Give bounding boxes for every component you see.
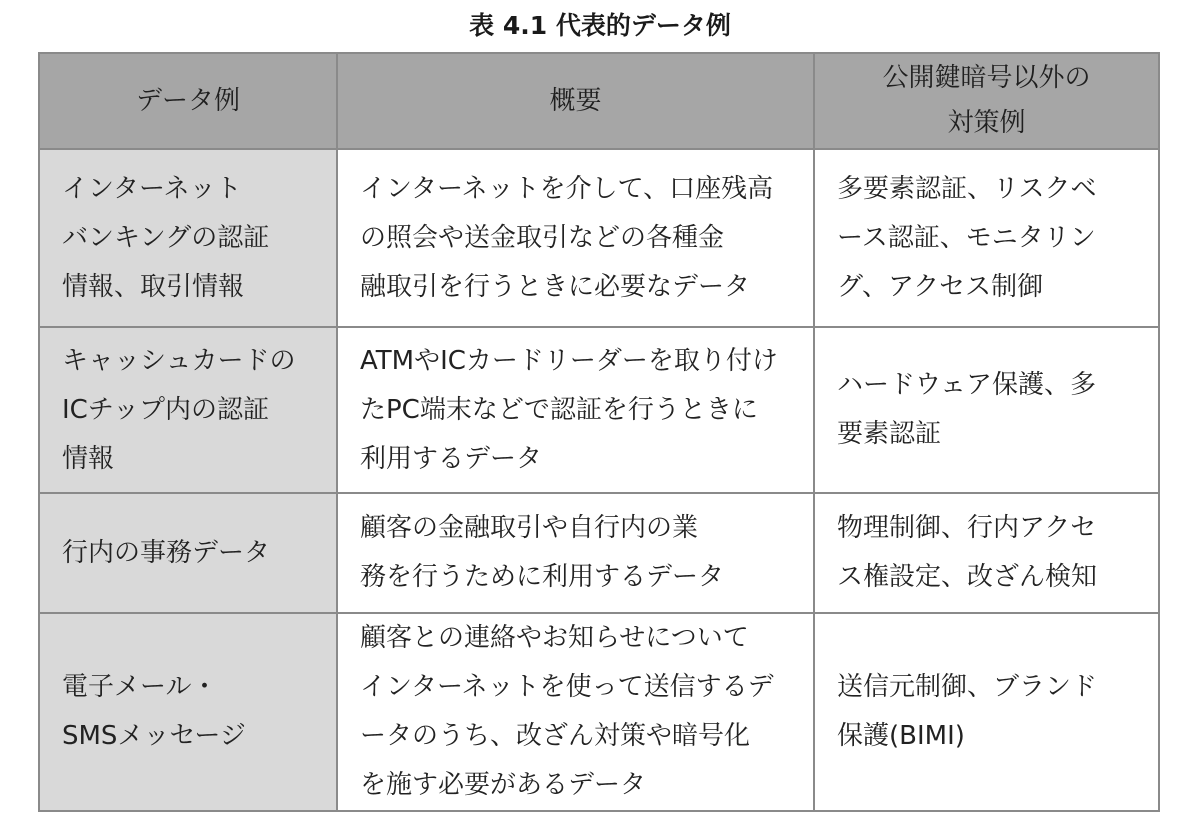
cell-data-example: 行内の事務データ bbox=[39, 493, 337, 613]
cell-overview: ATMやICカードリーダーを取り付け たPC端末などで認証を行うときに 利用するデータ bbox=[337, 327, 814, 493]
cell-overview: 顧客との連絡やお知らせについて インターネットを使って送信するデ ータのうち、改ざん対策や暗号化 を施す必要があるデータ bbox=[337, 613, 814, 811]
cell-overview: 顧客の金融取引や自行内の業 務を行うために利用するデータ bbox=[337, 493, 814, 613]
cell-countermeasures: ハードウェア保護、多 要素認証 bbox=[814, 327, 1159, 493]
cell-data-example: インターネット バンキングの認証 情報、取引情報 bbox=[39, 149, 337, 327]
cell-overview: インターネットを介して、口座残高 の照会や送金取引などの各種金 融取引を行うときに必要なデータ bbox=[337, 149, 814, 327]
table-caption: 表 4.1 代表的データ例 bbox=[469, 11, 731, 40]
table-row bbox=[39, 327, 1159, 493]
header-countermeasures: 公開鍵暗号以外の 対策例 bbox=[814, 53, 1159, 149]
cell-data-example: キャッシュカードの ICチップ内の認証 情報 bbox=[39, 327, 337, 493]
table-row bbox=[39, 613, 1159, 811]
data-example-table bbox=[38, 52, 1160, 812]
cell-data-example: 電子メール・ SMSメッセージ bbox=[39, 613, 337, 811]
cell-countermeasures: 送信元制御、ブランド 保護(BIMI) bbox=[814, 613, 1159, 811]
table-row bbox=[39, 493, 1159, 613]
header-overview: 概要 bbox=[337, 53, 814, 149]
cell-countermeasures: 多要素認証、リスクベ ース認証、モニタリン グ、アクセス制御 bbox=[814, 149, 1159, 327]
header-data-example: データ例 bbox=[39, 53, 337, 149]
table-header-row bbox=[39, 53, 1159, 149]
table-row bbox=[39, 149, 1159, 327]
cell-countermeasures: 物理制御、行内アクセ ス権設定、改ざん検知 bbox=[814, 493, 1159, 613]
